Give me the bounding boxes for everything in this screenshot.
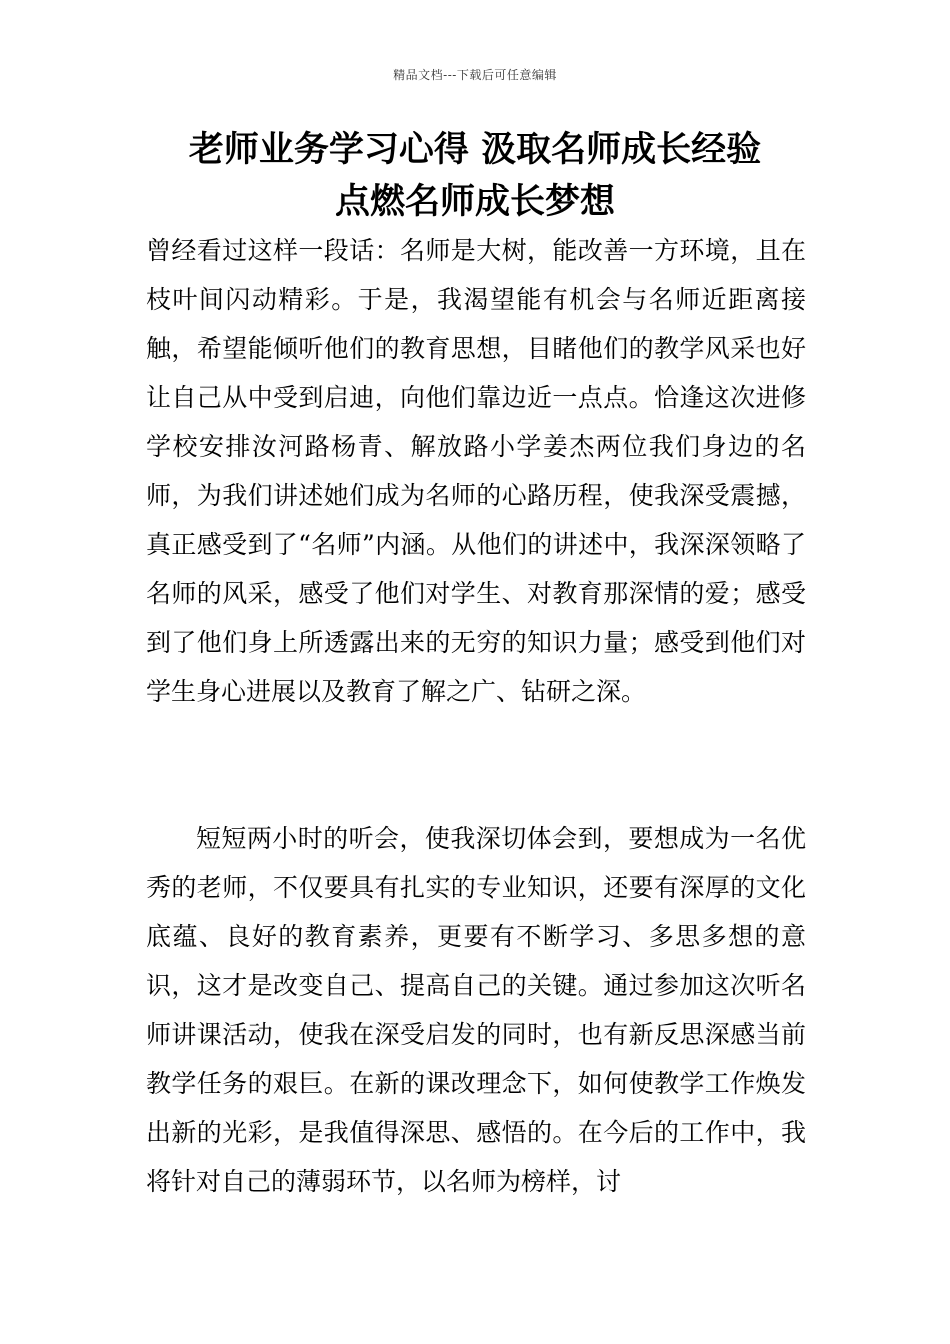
title-line-2: 点燃名师成长梦想: [334, 182, 615, 222]
document-body: [146, 226, 806, 1206]
paragraph-2: 短短两小时的听会，使我深切体会到，要想成为一名优秀的老师，不仅要具有扎实的专业知识，还要有深厚的文化底蕴、良好的教育素养，更要有不断学习、多思多想的意识，这才是改变自己、提高自己的关键。通过参加这次听名师讲课活动，使我在深受启发的同时，也有新反思深感当前教学任务的艰巨。在新的课改理念下，如何使教学工作焕发出新的光彩，是我值得深思、感悟的。在今后的工作中，我将针对自己的薄弱环节，以名师为榜样，讨: [146, 824, 806, 1196]
header-note: 精品文档---下载后可任意编辑: [393, 68, 557, 82]
paragraph-1: 曾经看过这样一段话：名师是大树，能改善一方环境，且在枝叶间闪动精彩。于是，我渴望能有机会与名师近距离接触，希望能倾听他们的教育思想，目睹他们的教学风采也好让自己从中受到启迪，向他们靠边近一点点。恰逢这次进修学校安排汝河路杨青、解放路小学姜杰两位我们身边的名师，为我们讲述她们成为名师的心路历程，使我深受震撼，真正感受到了“名师”内涵。从他们的讲述中，我深深领略了名师的风采，感受了他们对学生、对教育那深情的爱；感受到了他们身上所透露出来的无穷的知识力量；感受到他们对学生身心进展以及教育了解之广、钻研之深。: [146, 236, 806, 706]
paragraph-gap: [146, 716, 806, 765]
document-title: [120, 124, 830, 228]
paragraph-gap: [146, 765, 806, 814]
title-line-1: 老师业务学习心得 汲取名师成长经验: [188, 130, 762, 170]
